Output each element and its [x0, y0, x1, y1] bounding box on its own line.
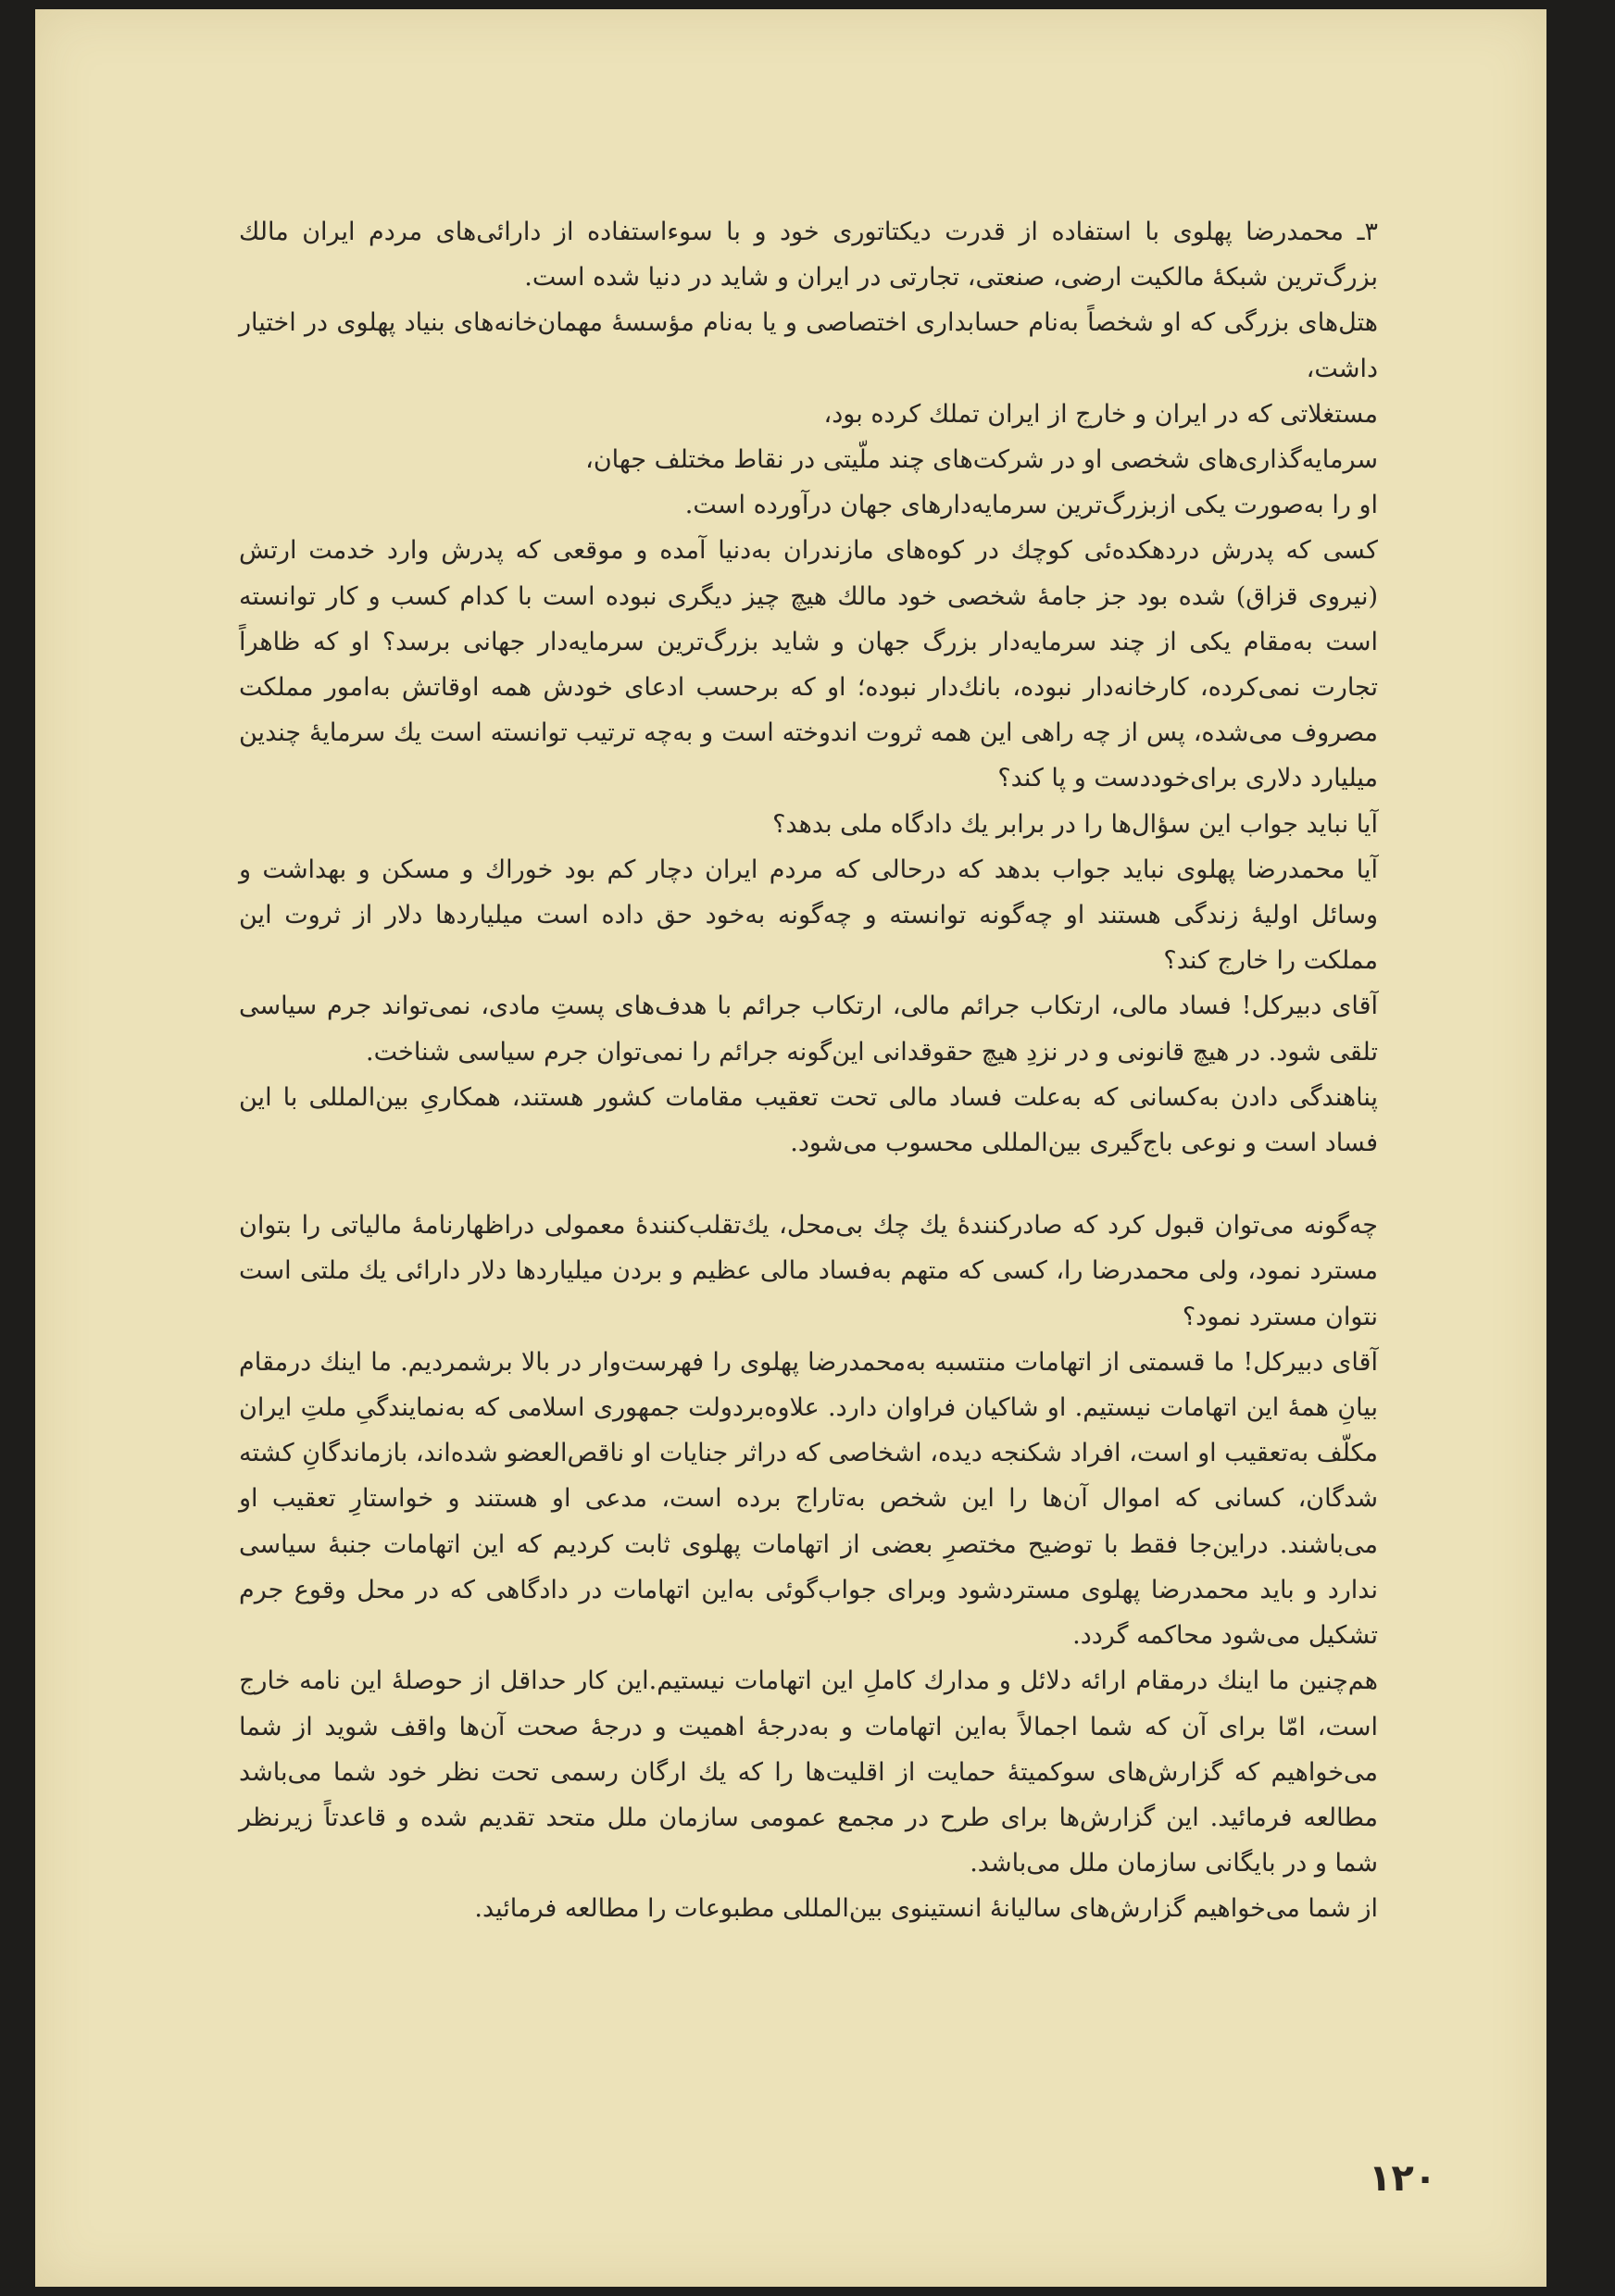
paragraph-7: آیا نباید جواب این سؤال‌ها را در برابر یك دادگاه ملی بدهد؟	[772, 809, 1378, 839]
body-text	[239, 209, 1378, 1932]
paragraph-12: آقای دبیرکل! ما قسمتی از اتهامات منتسبه به‌محمدرضا پهلوی را فهرست‌وار در بالا برشمردیم. ما اینك درمقام بیانِ همهٔ این اتهامات نیستیم. او شاکیان فراوان دارد. علاوه‌بردولت جمهوری اسلامی که به‌نمایندگیِ ملتِ ایران مکلّف به‌تعقیب او است، افراد شکنجه دیده، اشخاصی که دراثر جنایات او ناقص‌العضو شده‌اند، بازماندگانِ کشته شدگان، کسانی که اموال آن‌ها را این شخص به‌تاراج برده است، مدعی او هستند و خواستارِ تعقیب او می‌باشند. دراین‌جا فقط با توضیح مختصرِ بعضی از اتهامات پهلوی ثابت کردیم که این اتهامات جنبهٔ سیاسی ندارد و باید محمدرضا پهلوی مستردشود وبرای جواب‌گوئی به‌این اتهامات در دادگاهی که در محل وقوع جرم تشکیل می‌شود محاکمه گردد.	[239, 1347, 1378, 1651]
page-number: ۱۲۰	[1369, 2157, 1437, 2200]
paragraph-14: از شما می‌خواهیم گزارش‌های سالیانهٔ انستینوی بین‌المللی مطبوعات را مطالعه فرمائید.	[474, 1894, 1378, 1924]
paragraph-4: سرمایه‌گذاری‌های شخصی او در شرکت‌های چند ملّیتی در نقاط مختلف جهان،	[585, 445, 1378, 475]
paragraph-13: هم‌چنین ما اینك درمقام ارائه دلائل و مدارك کاملِ این اتهامات نیستیم.این کار حداقل از حوصلهٔ این نامه خارج است، امّا برای آن که شما اجمالاً به‌این اتهامات و به‌درجهٔ اهمیت و درجهٔ صحت آن‌ها واقف شوید از شما می‌خواهیم که گزارش‌های سوکمیتهٔ حمایت از اقلیت‌ها را که یك ارگان رسمی تحت نظر خود شما می‌باشد مطالعه فرمائید. این گزارش‌ها برای طرح در مجمع عمومی سازمان ملل متحد تقدیم شده و قاعدتاً زیرنظر شما و در بایگانی سازمان ملل می‌باشد.	[239, 1666, 1378, 1878]
paragraph-10: پناهندگی دادن به‌کسانی که به‌علت فساد مالی تحت تعقیب مقامات کشور هستند، همکاریِ بین‌المللی با این فساد است و نوعی باج‌گیری بین‌المللی محسوب می‌شود.	[239, 1082, 1378, 1158]
paragraph-9: آقای دبیرکل! فساد مالی، ارتکاب جرائم مالی، ارتکاب جرائم با هدف‌های پستِ مادی، نمی‌تواند جرم سیاسی تلقی شود. در هیچ قانونی و در نزدِ هیچ حقوقدانی این‌گونه جرائم را نمی‌توان جرم سیاسی شناخت.	[239, 992, 1378, 1067]
paragraph-11: چه‌گونه می‌توان قبول کرد که صادرکنندهٔ یك چك بی‌محل، یك‌تقلب‌کنندهٔ معمولی دراظهارنامهٔ مالیاتی را بتوان مسترد نمود، ولی محمدرضا را، کسی که متهم به‌فساد مالی عظیم و بردن میلیاردها دلار دارائی یك ملتی است نتوان مسترد نمود؟	[239, 1211, 1378, 1331]
paragraph-8: آیا محمدرضا پهلوی نباید جواب بدهد که درحالی که مردم ایران دچار کم بود خوراك و مسکن و بهداشت و وسائل اولیهٔ زندگی هستند او چه‌گونه توانسته و چه‌گونه به‌خود حق داده است میلیاردها دلار از ثروت این مملکت را خارج کند؟	[239, 855, 1378, 976]
document-page	[35, 9, 1546, 2287]
paragraph-1: ۳ـ محمدرضا پهلوی با استفاده از قدرت دیکتاتوری خود و با سوءاستفاده از دارائی‌های مردم ایران مالك بزرگ‌ترین شبکهٔ مالکیت ارضی، صنعتی، تجارتی در ایران و شاید در دنیا شده است.	[239, 218, 1378, 293]
paragraph-6: کسی که پدرش دردهکده‌ئی کوچك در کوه‌های مازندران به‌دنیا آمده و موقعی که پدرش وارد خدمت ارتش (نیروی قزاق) شده بود جز جامهٔ شخصی خود مالك هیچ چیز دیگری نبوده است با کدام کسب و کار توانسته است به‌مقام یکی از چند سرمایه‌دار بزرگ جهان و شاید بزرگ‌ترین سرمایه‌دار جهانی برسد؟ او که ظاهراً تجارت نمی‌کرده، کارخانه‌دار نبوده، بانك‌دار نبوده؛ او که برحسب ادعای خودش همه اوقاتش به‌امور مملکت مصروف می‌شده، پس از چه راهی این همه ثروت اندوخته است و به‌چه ترتیب توانسته است یك سرمایهٔ چندین میلیارد دلاری برای‌خوددست و پا کند؟	[239, 536, 1378, 793]
paragraph-2: هتل‌های بزرگی که او شخصاً به‌نام حسابداری اختصاصی و یا به‌نام مؤسسهٔ مهمان‌خانه‌های بنیاد پهلوی در اختیار داشت،	[239, 308, 1378, 383]
paragraph-5: او را به‌صورت یکی ازبزرگ‌ترین سرمایه‌دارهای جهان درآورده است.	[684, 491, 1378, 520]
paragraph-3: مستغلاتی که در ایران و خارج از ایران تملك کرده بود،	[823, 399, 1378, 429]
